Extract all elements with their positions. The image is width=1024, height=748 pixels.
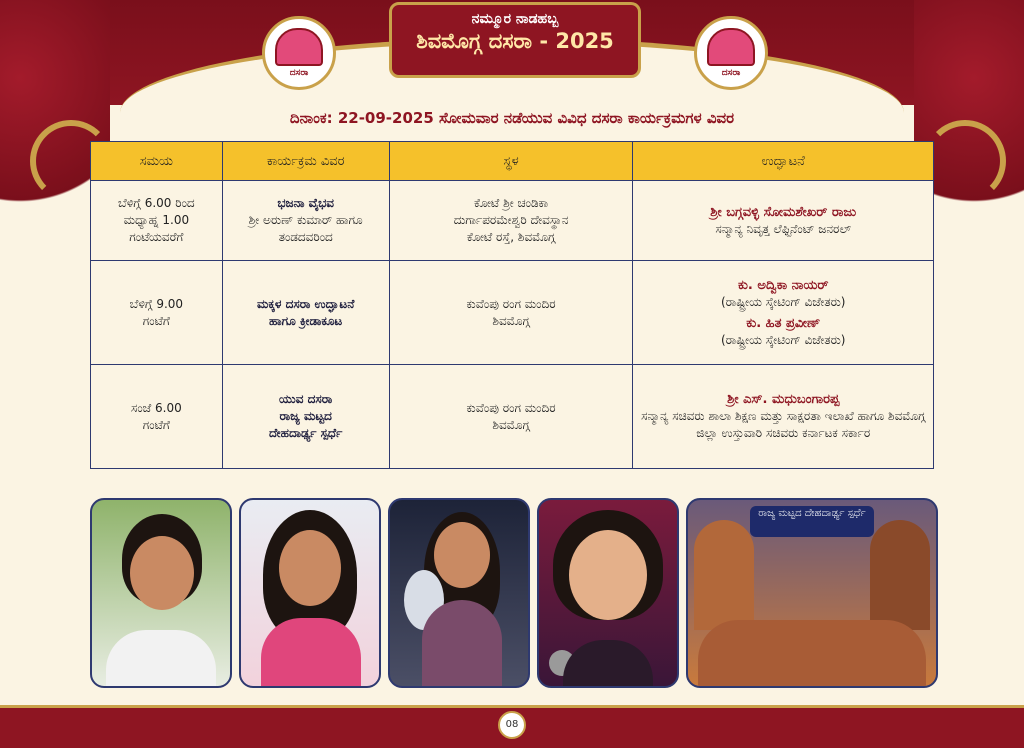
venue-cell xyxy=(389,181,633,261)
column-header-time: ಸಮಯ xyxy=(91,142,223,181)
table-row xyxy=(91,181,934,261)
column-header-program: ಕಾರ್ಯಕ್ರಮ ವಿವರ xyxy=(222,142,389,181)
guest-role: (ರಾಷ್ಟ್ರೀಯ ಸ್ಕೇಟಿಂಗ್ ವಿಜೇತರು) xyxy=(720,332,846,347)
guest-name: ಕು. ಅದ್ವಿಕಾ ನಾಯರ್ xyxy=(737,277,829,293)
program-cell xyxy=(222,261,389,365)
page-number: 08 xyxy=(498,711,526,739)
venue-cell xyxy=(389,261,633,365)
time-line: ಗಂಟೆಗೆ xyxy=(142,313,170,328)
venue-line: ಶಿವಮೊಗ್ಗ xyxy=(492,417,530,432)
guest-cell xyxy=(633,181,934,261)
table-row xyxy=(91,365,934,469)
column-header-venue: ಸ್ಥಳ xyxy=(389,142,633,181)
venue-line: ಕುವೆಂಪು ರಂಗ ಮಂದಿರ xyxy=(466,400,556,415)
venue-line: ಶಿವಮೊಗ್ಗ xyxy=(492,313,530,328)
time-line: ಬೆಳಿಗ್ಗೆ 6.00 ರಿಂದ xyxy=(118,196,195,210)
dasara-logo-right xyxy=(694,16,768,90)
guest-role: ಸನ್ಮಾನ್ಯ ನಿವೃತ್ತ ಲೆಫ್ಟಿನೆಂಟ್ ಜನರಲ್ xyxy=(715,221,852,236)
column-header-inauguration: ಉದ್ಘಾಟನೆ xyxy=(633,142,934,181)
time-line: ಗಂಟೆಯವರೆಗೆ xyxy=(129,230,184,244)
goddess-emblem-icon xyxy=(275,28,323,66)
program-detail: ಹಾಗೂ ಕ್ರೀಡಾಕೂಟ xyxy=(269,313,343,328)
venue-line: ದುರ್ಗಾಪರಮೇಶ್ವರಿ ದೇವಸ್ಥಾನ xyxy=(453,213,569,227)
program-detail: ಶ್ರೀ ಅರುಣ್ ಕುಮಾರ್ ಹಾಗೂ xyxy=(248,213,363,227)
venue-line: ಕೋಟೆ ರಸ್ತೆ, ಶಿವಮೊಗ್ಗ xyxy=(466,230,556,244)
program-cell xyxy=(222,365,389,469)
venue-cell xyxy=(389,365,633,469)
guest-cell xyxy=(633,365,934,469)
dasara-logo-left xyxy=(262,16,336,90)
schedule-table xyxy=(90,141,934,469)
program-title: ಯುವ ದಸರಾ xyxy=(279,392,333,406)
guest-name: ಶ್ರೀ ಬಗ್ಗವಳ್ಳಿ ಸೋಮಶೇಖರ್ ರಾಜು xyxy=(710,204,857,220)
event-banner-text: ರಾಜ್ಯ ಮಟ್ಟದ ದೇಹದಾರ್ಢ್ಯ ಸ್ಪರ್ಧೆ xyxy=(750,506,874,537)
program-title: ಮಕ್ಕಳ ದಸರಾ ಉದ್ಘಾಟನೆ xyxy=(256,296,355,311)
logo-text: ದಸರಾ xyxy=(721,68,741,78)
table-header-row xyxy=(91,142,934,181)
photo-guest-girl-pink-dress xyxy=(239,498,381,688)
banner-subtitle: ನಮ್ಮೂರ ನಾಡಹಬ್ಬ xyxy=(471,11,559,27)
photo-guest-girl-microphone xyxy=(537,498,679,688)
photo-guest-girl-trophy xyxy=(388,498,530,688)
time-line: ಸಂಜೆ 6.00 xyxy=(130,400,182,415)
time-cell xyxy=(91,365,223,469)
photo-bodybuilding-event xyxy=(686,498,938,688)
logo-text: ದಸರಾ xyxy=(289,68,309,78)
time-line: ಮಧ್ಯಾಹ್ನ 1.00 xyxy=(123,213,190,227)
guest-role: ಸನ್ಮಾನ್ಯ ಸಚಿವರು ಶಾಲಾ ಶಿಕ್ಷಣ ಮತ್ತು ಸಾಕ್ಷರತಾ ಇಲಾಖೆ ಹಾಗೂ ಶಿವಮೊಗ್ಗ ಜಿಲ್ಲಾ ಉಸ್ತುವಾರಿ ಸಚಿವರು ಕರ್ನಾಟಕ ಸರ್ಕಾರ xyxy=(641,409,926,440)
guest-name: ಶ್ರೀ ಎಸ್. ಮಧುಬಂಗಾರಪ್ಪ xyxy=(727,392,840,407)
goddess-emblem-icon xyxy=(707,28,755,66)
program-title: ಭಜನಾ ವೈಭವ xyxy=(277,196,335,210)
photo-guest-girl-glasses xyxy=(90,498,232,688)
program-cell xyxy=(222,181,389,261)
page-heading: ದಿನಾಂಕ: 22-09-2025 ಸೋಮವಾರ ನಡೆಯುವ ವಿವಿಧ ದಸರಾ ಕಾರ್ಯಕ್ರಮಗಳ ವಿವರ xyxy=(289,109,735,127)
venue-line: ಕೋಟೆ ಶ್ರೀ ಚಂಡಿಕಾ xyxy=(473,196,549,210)
time-line: ಬೆಳಿಗ್ಗೆ 9.00 xyxy=(129,296,184,311)
guest-role: (ರಾಷ್ಟ್ರೀಯ ಸ್ಕೇಟಿಂಗ್ ವಿಜೇತರು) xyxy=(720,294,846,309)
venue-line: ಕುವೆಂಪು ರಂಗ ಮಂದಿರ xyxy=(466,296,556,311)
guest-name: ಕು. ಹಿತ ಪ್ರವೀಣ್ xyxy=(746,315,821,331)
time-cell xyxy=(91,261,223,365)
time-cell xyxy=(91,181,223,261)
table-row xyxy=(91,261,934,365)
banner-title: ಶಿವಮೊಗ್ಗ ದಸರಾ - 2025 xyxy=(416,29,614,53)
time-line: ಗಂಟೆಗೆ xyxy=(142,417,170,432)
title-banner xyxy=(389,2,641,78)
guest-cell xyxy=(633,261,934,365)
program-detail: ದೇಹದಾರ್ಢ್ಯ ಸ್ಪರ್ಧೆ xyxy=(268,426,343,440)
program-detail: ರಾಜ್ಯ ಮಟ್ಟದ xyxy=(279,409,332,423)
program-detail: ತಂಡದವರಿಂದ xyxy=(278,230,333,244)
